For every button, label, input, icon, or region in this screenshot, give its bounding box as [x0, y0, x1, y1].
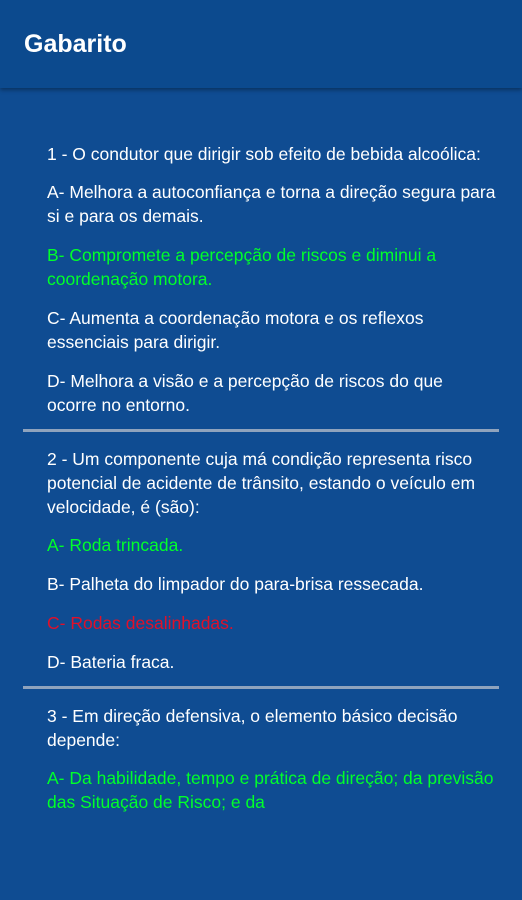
option-a: A- Melhora a autoconfiança e torna a direção segura para si e para os demais.	[47, 182, 496, 226]
option-b: B- Palheta do limpador do para-brisa ressecada.	[47, 574, 424, 594]
option-b-correct: B- Compromete a percepção de riscos e diminui a coordenação motora.	[47, 245, 437, 289]
question-text: 2 - Um componente cuja má condição representa risco potencial de acidente de trânsito, estando o veículo em velocidade, é (são):	[47, 449, 476, 517]
option-d: D- Bateria fraca.	[47, 652, 175, 672]
option-c-wrong: C- Rodas desalinhadas.	[47, 613, 234, 633]
answer-key-list[interactable]	[0, 88, 522, 900]
question-text: 3 - Em direção defensiva, o elemento básico decisão depende:	[47, 706, 458, 750]
question-text: 1 - O condutor que dirigir sob efeito de bebida alcoólica:	[47, 144, 481, 164]
option-d: D- Melhora a visão e a percepção de riscos do que ocorre no entorno.	[47, 371, 443, 415]
question-card	[0, 432, 522, 674]
option-a-correct: A- Da habilidade, tempo e prática de direção; da previsão das Situação de Risco; e da	[47, 768, 494, 812]
option-a-correct: A- Roda trincada.	[47, 535, 184, 555]
app-bar	[0, 0, 522, 88]
question-card	[0, 88, 522, 417]
question-card	[0, 689, 522, 814]
option-c: C- Aumenta a coordenação motora e os reflexos essenciais para dirigir.	[47, 308, 424, 352]
page-title: Gabarito	[24, 30, 127, 58]
